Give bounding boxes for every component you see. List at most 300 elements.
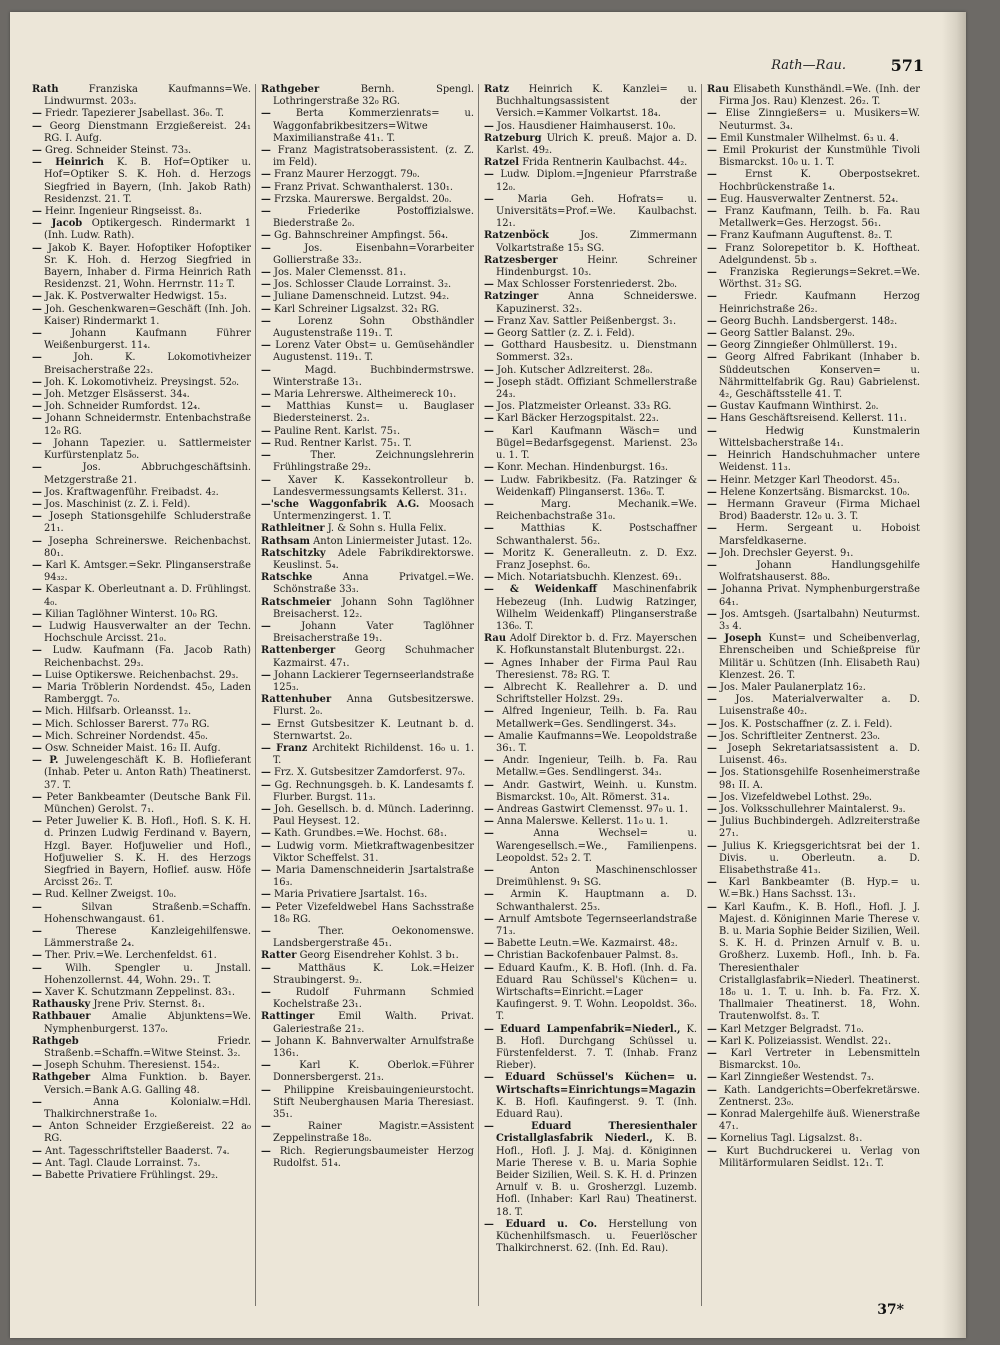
entry-details: K. B. Hof=Optiker u. Hof=Optiker S. K. Hoh. d. Herzogs Siegfried in Bayern, (Inh. Jakob Rath) Residenzst. 21. T. xyxy=(44,157,252,205)
directory-entry xyxy=(707,682,920,694)
directory-entry xyxy=(32,401,251,413)
entry-details: Bernh. Spengl. Lothringerstraße 32₀ RG. xyxy=(273,84,474,108)
entry-details: Joh. Schneider Rumfordst. 12₄. xyxy=(45,401,201,413)
entry-details: K. B. Hofl., Hofl. J. J. Maj. d. Königinnen Marie Therese v. B. u. Maria Sophie Beider Sizilien, Weil. S. K. H. d. Prinzen Arnulf v. B. u. Grosherzgl. Luzemb. Hofl. (Inhaber: Karl Rau) Theatinerst. 18. T. xyxy=(496,1133,697,1218)
directory-entry xyxy=(707,694,920,718)
entry-details: Frz. X. Gutsbesitzer Zamdorferst. 97₀. xyxy=(274,767,466,779)
entry-surname: — xyxy=(32,328,42,340)
directory-entry xyxy=(261,279,474,291)
entry-surname: — xyxy=(32,511,42,523)
entry-surname: — xyxy=(707,767,717,779)
entry-details: Konr. Mechan. Hindenburgst. 16₃. xyxy=(497,462,669,474)
entry-surname: — xyxy=(32,108,42,120)
entry-details: Friederike Postoffizialswe. Biederstraße 2₀. xyxy=(273,206,475,230)
entry-surname: Ratzeburg xyxy=(484,132,542,144)
entry-surname: — Jacob xyxy=(32,218,83,230)
directory-entry xyxy=(32,462,251,486)
directory-entry xyxy=(484,731,697,755)
directory-entry xyxy=(32,413,251,437)
directory-entry xyxy=(484,938,697,950)
entry-details: Joh. Metzger Elsässerst. 34₄. xyxy=(45,389,190,401)
entry-surname: — xyxy=(261,401,271,413)
entry-surname: — xyxy=(707,328,717,340)
entry-surname: — xyxy=(261,242,271,254)
directory-entry xyxy=(707,133,920,145)
directory-entry xyxy=(707,1072,920,1084)
entry-surname: — xyxy=(707,547,717,559)
entry-surname: — xyxy=(32,730,42,742)
entry-details: Ant. Tagl. Claude Lorrainst. 7₃. xyxy=(45,1157,201,1169)
entry-details: Christian Backofenbauer Palmst. 8₃. xyxy=(497,950,679,962)
entry-details: Johann Sohn Taglöhner Breisacherst. 12₂. xyxy=(273,596,474,620)
entry-details: Jos. Zimmermann Volkartstraße 15₃ SG. xyxy=(496,230,697,254)
entry-surname: — xyxy=(32,120,42,132)
entry-details: Friedr. Straßenb.=Schaffn.=Witwe Steinst. 3₂. xyxy=(44,1035,251,1060)
entry-details: Rud. Kellner Zweigst. 10₀. xyxy=(45,889,177,901)
entry-surname: Rathgeber xyxy=(32,1072,91,1084)
entry-details: Architekt Richildenst. 16₀ u. 1. T. xyxy=(273,742,475,767)
entry-surname: — xyxy=(707,193,717,205)
directory-entry xyxy=(32,1097,251,1121)
directory-entry xyxy=(261,1146,474,1170)
entry-details: Ludwig Hausverwalter an der Techn. Hochschule Arcisst. 21₀. xyxy=(44,620,252,645)
entry-surname: — xyxy=(707,267,717,279)
entry-details: Andr. Ingenieur, Teilh. b. Fa. Rau Metallw.=Ges. Sendlingerst. 34₃. xyxy=(496,755,698,779)
entry-details: Wilh. Spengler u. Jnstall. Hohenzollernst. 44, Wohn. 29₁. T. xyxy=(44,962,251,986)
directory-entry xyxy=(707,352,920,401)
entry-surname: — xyxy=(32,645,42,657)
entry-surname: — xyxy=(707,1072,717,1084)
entry-surname: — xyxy=(261,803,271,815)
entry-details: Maschinenfabrik Hebezeug (Inh. Ludwig Ratzinger, Wilhelm Weidenkaff) Plinganserstraße 136₀. T. xyxy=(496,584,698,632)
entry-details: Karl K. Oberlok.=Führer Donnersbergerst. 21₃. xyxy=(273,1060,474,1084)
directory-entry xyxy=(484,706,697,730)
entry-surname: — xyxy=(484,730,494,742)
directory-entry xyxy=(32,438,251,462)
entry-surname: — xyxy=(484,364,494,376)
entry-details: Joh. Geschenkwaren=Geschäft (Inh. Joh. Kaiser) Rindermarkt 1. xyxy=(44,303,252,327)
directory-entry xyxy=(261,401,474,425)
entry-surname: — xyxy=(32,535,42,547)
directory-entry xyxy=(32,157,251,206)
directory-entry xyxy=(707,1109,920,1133)
directory-entry xyxy=(261,1036,474,1060)
entry-surname: — xyxy=(707,1109,717,1121)
entry-details: Karl Bäcker Herzogspitalst. 22₃. xyxy=(497,413,659,425)
directory-entry xyxy=(707,841,920,878)
entry-surname: — Eduard Theresienthaler Cristallglasfabrik Niederl., xyxy=(484,1121,697,1145)
column-2 xyxy=(255,84,478,1306)
directory-entry xyxy=(484,865,697,889)
entry-details: Rud. Rentner Karlst. 75₁. T. xyxy=(274,437,412,449)
directory-entry xyxy=(484,194,697,231)
directory-entry xyxy=(707,475,920,487)
entry-details: Armin K. Hauptmann a. D. Schwanthalerst. 25₃. xyxy=(496,889,698,913)
entry-details: Matthias K. Postschaffner Schwanthalerst. 56₂. xyxy=(496,523,697,547)
entry-surname: — xyxy=(261,450,271,462)
entry-surname: — xyxy=(484,376,494,388)
directory-entry xyxy=(32,352,251,376)
directory-entry xyxy=(32,560,251,584)
directory-entry xyxy=(707,609,920,633)
signature-mark: 37* xyxy=(877,1302,904,1318)
entry-details: Max Schlosser Forstenriederst. 2b₀. xyxy=(497,279,678,291)
entry-details: Juliane Damenschneid. Lutzst. 94₂. xyxy=(274,291,450,303)
entry-details: Ulrich K. preuß. Major a. D. Karlst. 49₂. xyxy=(496,132,697,157)
entry-details: Johann Handlungsgehilfe Wolfratshauserst. 88₀. xyxy=(719,559,920,584)
directory-entry xyxy=(707,426,920,450)
entry-surname: — xyxy=(484,681,494,693)
entry-surname: — xyxy=(707,730,717,742)
entry-surname: — xyxy=(707,474,717,486)
entry-surname: — Joseph xyxy=(707,633,762,645)
entry-surname: — xyxy=(484,816,494,828)
directory-entry xyxy=(261,304,474,316)
entry-details: Babette Privatiere Frühlingst. 29₂. xyxy=(45,1170,219,1182)
directory-entry xyxy=(32,816,251,889)
entry-details: Therese Kanzleigehilfenswe. Lämmerstraße 2₄. xyxy=(44,926,251,950)
entry-surname: — xyxy=(32,389,42,401)
directory-entry xyxy=(484,499,697,523)
entry-details: Andr. Gastwirt, Weinh. u. Kunstm. Bismarckst. 10₀, Alt. Römerst. 31₄. xyxy=(496,779,698,803)
directory-entry xyxy=(32,1011,251,1035)
entry-surname: — xyxy=(707,840,717,852)
entry-details: Anton Maschinenschlosser Dreimühlenst. 9₁ SG. xyxy=(496,865,697,889)
directory-entry xyxy=(707,731,920,743)
entry-details: Joh. Kutscher Adlzreiterst. 28₀. xyxy=(497,364,653,376)
entry-details: J. & Sohn s. Hulla Felix. xyxy=(327,523,447,535)
entry-details: Jos. Maler Clemensst. 81₁. xyxy=(274,267,407,279)
entry-details: Joh. K. Lokomotivheiz. Preysingst. 52₀. xyxy=(45,376,240,388)
directory-entry xyxy=(32,1060,251,1072)
entry-surname: — xyxy=(484,425,494,437)
directory-entry xyxy=(261,902,474,926)
entry-surname: — xyxy=(484,315,494,327)
directory-entry xyxy=(707,548,920,560)
entry-details: Jos. Volksschullehrer Maintalerst. 9₃. xyxy=(720,803,906,815)
entry-surname: — xyxy=(707,791,717,803)
entry-details: Karl Kaufmann Wäsch= und Bügel=Bedarfsgegenst. Marienst. 23₀ u. 1. T. xyxy=(496,425,698,462)
directory-entry xyxy=(484,828,697,865)
directory-entry xyxy=(32,1146,251,1158)
entry-details: Alfred Ingenieur, Teilh. b. Fa. Rau Metallwerk=Ges. Sendlingerst. 34₃. xyxy=(496,706,697,730)
directory-entry xyxy=(32,902,251,926)
entry-details: Mich. Schreiner Nordendst. 45₀. xyxy=(45,730,209,742)
entry-details: Rich. Regierungsbaumeister Herzog Rudolfst. 51₄. xyxy=(273,1145,475,1169)
directory-entry xyxy=(707,401,920,413)
directory-entry xyxy=(261,645,474,669)
directory-entry xyxy=(484,804,697,816)
entry-details: Eug. Hausverwalter Zentnerst. 52₄. xyxy=(720,193,899,205)
directory-entry xyxy=(32,499,251,511)
entry-details: Johann Kaufmann Führer Weißenburgerst. 11₄. xyxy=(44,328,252,352)
entry-surname: — xyxy=(32,608,42,620)
entry-surname: — xyxy=(707,206,717,218)
entry-surname: Rathleitner xyxy=(261,523,325,535)
directory-entry xyxy=(707,499,920,523)
directory-entry xyxy=(484,755,697,779)
entry-surname: — xyxy=(32,437,42,449)
entry-surname: Rathgeber xyxy=(261,84,320,95)
entry-surname: — xyxy=(484,938,494,950)
directory-entry xyxy=(32,1036,251,1060)
entry-details: Ther. Priv.=We. Lerchenfeldst. 61. xyxy=(45,950,217,962)
entry-details: Franziska Regierungs=Sekret.=We. Wörthst. 31₂ SG. xyxy=(719,267,920,291)
entry-surname: — xyxy=(707,401,717,413)
entry-surname: Rattinger xyxy=(261,1011,315,1023)
directory-entry xyxy=(32,487,251,499)
entry-details: Joseph Sekretariatsassistent a. D. Luisenst. 46₃. xyxy=(719,742,920,767)
entry-surname: — xyxy=(32,1145,42,1157)
entry-surname: Rattenberger xyxy=(261,645,336,657)
entry-details: Frzska. Maurerswe. Bergaldst. 20₀. xyxy=(274,193,452,205)
entry-details: Franz Solorepetitor b. K. Hoftheat. Adelgundenst. 5b ₃. xyxy=(719,242,920,266)
entry-surname: — xyxy=(32,401,42,413)
entry-surname: — xyxy=(484,547,494,559)
entry-surname: Ratz xyxy=(484,84,510,95)
entry-details: Gustav Kaufmann Winthirst. 2₀. xyxy=(720,401,879,413)
page-header xyxy=(30,56,926,78)
entry-details: Silvan Straßenb.=Schaffn. Hohenschwangaust. 61. xyxy=(44,901,251,925)
directory-entry xyxy=(261,426,474,438)
entry-surname: — xyxy=(707,413,717,425)
directory-entry xyxy=(261,450,474,474)
directory-entry xyxy=(484,1219,697,1256)
entry-details: Anna Privatgel.=We. Schönstraße 33₃. xyxy=(273,572,474,596)
entry-surname: — xyxy=(707,1048,717,1060)
entry-surname: Ratzenböck xyxy=(484,230,549,242)
directory-entry xyxy=(707,84,920,108)
directory-entry xyxy=(32,536,251,560)
entry-surname: — xyxy=(261,169,271,181)
entry-surname: — xyxy=(484,755,494,767)
entry-surname: — xyxy=(261,1060,271,1072)
directory-entry xyxy=(707,340,920,352)
entry-surname: — xyxy=(484,474,494,486)
directory-entry xyxy=(484,889,697,913)
directory-entry xyxy=(261,597,474,621)
entry-surname: — xyxy=(32,962,42,974)
entry-surname: — xyxy=(32,584,42,596)
directory-entry xyxy=(484,1121,697,1219)
entry-surname: — xyxy=(261,340,271,352)
entry-details: Karl Schreiner Ligsalzst. 32₁ RG. xyxy=(274,303,440,315)
entry-details: Georg Alfred Fabrikant (Inhaber b. Süddeutschen Konserven= u. Nährmittelfabrik Gg. Rau) Gabrielenst. 4₂, Geschäftsstelle 41. T. xyxy=(719,352,921,401)
directory-entry xyxy=(484,572,697,584)
entry-details: Johanna Privat. Nymphenburgerstraße 64₁. xyxy=(719,584,920,608)
entry-details: Ernst Gutsbesitzer K. Leutnant b. d. Sternwartst. 2₀. xyxy=(273,718,474,742)
entry-surname: — xyxy=(484,523,494,535)
entry-details: Anna Kolonialw.=Hdl. Thalkirchnerstraße 1₀. xyxy=(44,1096,252,1121)
entry-surname: — xyxy=(261,474,271,486)
entry-details: Moritz K. Generalleutn. z. D. Exz. Franz Josephst. 6₀. xyxy=(496,547,697,571)
entry-details: Amalie Kaufmanns=We. Leopoldstraße 36₁. T. xyxy=(496,730,698,754)
directory-entry xyxy=(32,889,251,901)
entry-surname: — xyxy=(261,206,271,218)
entry-surname: — xyxy=(261,303,271,315)
entry-details: Kunst= und Scheibenverlag, Ehrenscheiben und Schießpreise für Militär u. Schützen (Inh. Elisabeth Rau) Klenzest. 26. T. xyxy=(719,633,921,681)
entry-surname: — xyxy=(707,1035,717,1047)
directory-entry xyxy=(32,328,251,352)
directory-entry xyxy=(707,145,920,169)
directory-entry xyxy=(261,804,474,828)
entry-details: Luise Optikerswe. Reichenbachst. 29₃. xyxy=(45,669,239,681)
directory-entry xyxy=(32,108,251,120)
entry-details: Georg Zinngießer Ohlmüllerst. 19₁. xyxy=(720,340,898,352)
entry-surname: — xyxy=(707,681,717,693)
entry-details: Maria Geh. Hofrats= u. Universitäts=Prof.=We. Kaulbachst. 12₁. xyxy=(496,193,697,230)
directory-entry xyxy=(261,438,474,450)
directory-entry xyxy=(32,121,251,145)
directory-entry xyxy=(261,926,474,950)
directory-entry xyxy=(707,1048,920,1072)
directory-entry xyxy=(707,560,920,584)
directory-entry xyxy=(484,365,697,377)
entry-surname: — xyxy=(484,462,494,474)
entry-details: Gotthard Hausbesitz. u. Dienstmann Sommerst. 32₃. xyxy=(496,340,698,364)
entry-surname: — xyxy=(484,803,494,815)
entry-surname: — xyxy=(707,718,717,730)
directory-entry xyxy=(484,255,697,279)
entry-surname: — xyxy=(707,523,717,535)
entry-surname: — xyxy=(32,559,42,571)
entry-surname: — xyxy=(261,718,271,730)
entry-surname: — xyxy=(484,889,494,901)
entry-surname: Ratschmeier xyxy=(261,596,332,608)
entry-details: Franziska Kaufmanns=We. Lindwurmst. 203₃. xyxy=(44,84,251,108)
directory-entry xyxy=(707,584,920,608)
entry-surname: — xyxy=(261,437,271,449)
entry-surname: — xyxy=(261,425,271,437)
entry-surname: — xyxy=(484,572,494,584)
entry-details: Jak. K. Postverwalter Hedwigst. 15₃. xyxy=(45,291,228,303)
entry-surname: — xyxy=(32,926,42,938)
entry-surname: — xyxy=(32,1121,42,1133)
entry-details: Jos. K. Postschaffner (z. Z. i. Feld). xyxy=(720,718,893,730)
entry-surname: — xyxy=(707,291,717,303)
directory-entry xyxy=(484,377,697,401)
directory-entry xyxy=(707,743,920,767)
entry-surname: — xyxy=(261,1084,271,1096)
directory-entry xyxy=(707,450,920,474)
directory-entry xyxy=(261,743,474,767)
directory-entry xyxy=(484,84,697,121)
directory-entry xyxy=(32,145,251,157)
entry-details: Konrad Malergehilfe äuß. Wienerstraße 47₁. xyxy=(719,1109,920,1133)
directory-entry xyxy=(32,84,251,108)
entry-details: Georg Buchh. Landsbergerst. 148₂. xyxy=(720,315,898,327)
entry-surname: — xyxy=(484,962,494,974)
directory-entry xyxy=(484,413,697,425)
directory-entry xyxy=(261,340,474,364)
directory-entry xyxy=(261,169,474,181)
entry-details: Franz Kaufmann, Teilh. b. Fa. Rau Metallwerk=Ges. Herzogst. 56₁. xyxy=(719,206,921,230)
entry-details: Arnulf Amtsbote Tegernseerlandstraße 71₃. xyxy=(496,913,697,938)
entry-surname: Ratschke xyxy=(261,572,313,584)
directory-entry xyxy=(707,169,920,193)
entry-details: Jos. Abbruchgeschäftsinh. Metzgerstraße 21. xyxy=(44,462,252,486)
directory-entry xyxy=(261,523,474,535)
entry-surname: — xyxy=(484,193,494,205)
entry-details: Jos. Kraftwagenführ. Freibadst. 4₂. xyxy=(45,486,219,498)
entry-surname: — xyxy=(707,1133,717,1145)
entry-surname: — xyxy=(32,816,42,828)
entry-surname: — xyxy=(707,694,717,706)
entry-details: K. B. Hofl. Durchgang Schüssel u. Fürstenfelderst. 7. T. (Inhab. Franz Rieber). xyxy=(496,1023,698,1072)
entry-surname: — xyxy=(707,315,717,327)
entry-surname: Ratzesberger xyxy=(484,254,558,266)
entry-details: Heinr. Metzger Karl Theodorst. 45₃. xyxy=(720,474,901,486)
directory-entry xyxy=(32,304,251,328)
entry-details: Lorenz Vater Obst= u. Gemüsehändler Augustenst. 119₁. T. xyxy=(273,340,475,364)
entry-surname: — xyxy=(261,926,271,938)
entry-surname: — xyxy=(484,120,494,132)
column-3 xyxy=(478,84,701,1306)
entry-details: Jos. Maler Paulanerplatz 16₂. xyxy=(720,681,866,693)
entry-details: Osw. Schneider Maist. 16₂ II. Aufg. xyxy=(45,742,221,754)
entry-details: Joh. Gesellsch. b. d. Münch. Laderinng. Paul Heysest. 12. xyxy=(273,803,475,828)
entry-surname: — Eduard Schüssel's Küchen= u. Wirtschafts=Einrichtungs=Magazin xyxy=(484,1072,697,1096)
directory-entry xyxy=(32,206,251,218)
directory-entry xyxy=(707,291,920,315)
directory-entry xyxy=(261,889,474,901)
directory-entry xyxy=(484,401,697,413)
entry-surname: — xyxy=(32,498,42,510)
directory-entry xyxy=(707,804,920,816)
entry-details: Franz Xav. Sattler Peißenbergst. 3₁. xyxy=(497,315,677,327)
directory-entry xyxy=(32,963,251,987)
directory-entry xyxy=(484,169,697,193)
entry-surname: — xyxy=(261,279,271,291)
entry-surname: — xyxy=(707,877,717,889)
directory-entry xyxy=(707,767,920,791)
directory-entry xyxy=(484,230,697,254)
entry-details: Marg. Mechanik.=We. Reichenbachstraße 31₀. xyxy=(496,498,697,523)
directory-entry xyxy=(261,316,474,340)
entry-surname: — xyxy=(261,901,271,913)
entry-details: Ther. Zeichnungslehrerin Frühlingstraße 29₂. xyxy=(273,450,475,474)
entry-surname: Rattenhuber xyxy=(261,694,332,706)
entry-details: Peter Bankbeamter (Deutsche Bank Fil. München) Gerolst. 7₁. xyxy=(44,791,251,815)
entry-details: Rainer Magistr.=Assistent Zeppelinstraße 18₀. xyxy=(273,1121,475,1145)
entry-surname: — xyxy=(261,364,271,376)
directory-entry xyxy=(261,841,474,865)
entry-details: Kornelius Tagl. Ligsalzst. 8₁. xyxy=(720,1133,863,1145)
entry-surname: — xyxy=(261,230,271,242)
entry-surname: — & Weidenkaff xyxy=(484,584,597,596)
entry-details: Hermann Graveur (Firma Michael Brod) Baaderstr. 12₀ u. 3. T. xyxy=(719,498,921,523)
entry-surname: — xyxy=(261,779,271,791)
entry-details: Ant. Tagesschriftsteller Baaderst. 7₄. xyxy=(45,1145,230,1157)
entry-surname: — xyxy=(261,767,271,779)
directory-entry xyxy=(484,157,697,169)
directory-entry xyxy=(261,621,474,645)
entry-details: Moosach Untermenzingerst. 1. T. xyxy=(273,498,474,523)
entry-details: Elisabeth Kunsthändl.=We. (Inh. der Firma Jos. Rau) Klenzest. 26₂. T. xyxy=(719,84,921,108)
entry-surname: — xyxy=(484,169,494,181)
entry-details: Johann Schneidermstr. Entenbachstraße 12₀ RG. xyxy=(44,413,252,437)
directory-entry xyxy=(32,511,251,535)
entry-details: Joseph städt. Offiziant Schmellerstraße 24₃. xyxy=(496,376,697,401)
entry-details: Heinr. Schreiner Hindenburgst. 10₃. xyxy=(496,254,697,279)
entry-details: Jos. Schlosser Claude Lorrainst. 3₂. xyxy=(274,279,452,291)
entry-surname: — xyxy=(32,791,42,803)
entry-surname: — xyxy=(484,498,494,510)
directory-entry xyxy=(484,279,697,291)
entry-details: Heinrich Handschuhmacher untere Weidenst. 11₃. xyxy=(719,450,921,474)
entry-surname: — xyxy=(261,291,271,303)
entry-surname: — xyxy=(261,1145,271,1157)
